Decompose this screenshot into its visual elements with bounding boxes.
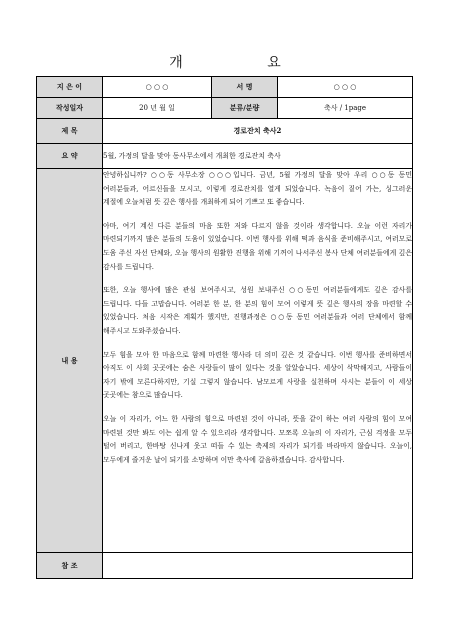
author-value: ○ ○ ○ (103, 77, 212, 98)
content-label: 내 용 (37, 169, 103, 553)
date-label: 작성일자 (37, 98, 103, 119)
overview-form (36, 76, 413, 579)
reference-label: 참 조 (37, 553, 103, 579)
subject-label: 제 목 (37, 119, 103, 144)
subject-value: 경로잔치 축사2 (103, 119, 413, 144)
date-value: 20 년 월 일 (103, 98, 212, 119)
reference-value (103, 553, 413, 579)
summary-label: 요 약 (37, 144, 103, 169)
content-paragraph: 또한, 오늘 행사에 많은 관심 보여주시고, 성원 보내주신 ○○동민 여러분들에게도 깊은 감사를 드립니다. 다들 고맙습니다. 여러분 한 분, 한 분의 힘이 모여 이렇게 뜻 깊은 행사의 장을 마련할 수 있었습니다. 처음 시작은 계획가 했지만, 진행과정은 ○○동 동민 여러분들과 여러 단체에서 함께 해주시고 도와주셨습니다. (103, 286, 412, 335)
summary-value: 5월, 가정의 달을 맞아 동사무소에서 개최한 경로잔치 축사 (103, 144, 413, 169)
content-paragraph: 아마, 여기 계신 다른 분들의 마음 또한 저와 다르지 않을 것이라 생각합니다. 오늘 이런 자리가 마련되기까지 많은 분들의 도움이 있었습니다. 이번 행사를 위해 떡과 음식을 준비해주시고, 여러모로 도움 주신 자선 단체와, 오늘 행사의 원활한 진행을 위해 기꺼이 나서주신 봉사 단체 여러분들에게 깊은 감사를 드립니다. (103, 221, 412, 271)
content-body (103, 169, 413, 553)
category-label: 분류/분량 (212, 98, 278, 119)
category-value: 축사 / 1page (278, 98, 413, 119)
author-label: 지 은 이 (37, 77, 103, 98)
signature-value: ○ ○ ○ (278, 77, 413, 98)
document-title: 개 요 (169, 55, 321, 71)
signature-label: 서 명 (212, 77, 278, 98)
content-paragraph: 안녕하십니까? ○○동 사무소장 ○○○입니다. 금년, 5월 가정의 달을 맞아 우리 ○○동 동민 여러분들과, 어르신들을 모시고, 이렇게 경로잔치를 열게 되었습니다. 녹음이 짙어 가는, 싱그러운 계절에 오늘처럼 뜻 깊은 행사를 개최하게 되어 기쁘고 또 좋습니다. (103, 171, 412, 207)
content-paragraph: 모두 힘을 모아 한 마음으로 함께 마련한 행사라 더 의미 깊은 것 같습니다. 이번 행사를 준비하면서 아직도 이 사회 곳곳에는 숨은 사랑들이 많이 있다는 것을 알았습니다. 세상이 삭막해지고, 사람들이 자기 밖에 모른다하지만, 기실 그렇지 않습니다. 남모르게 사랑을 실천하며 사시는 분들이 이 세상 곳곳에는 참으로 많습니다. (103, 350, 412, 400)
content-paragraph: 오늘 이 자리가, 어느 한 사람의 힘으로 마련된 것이 아니라, 뜻을 같이 하는 여러 사람의 힘이 모여 마련된 것만 봐도 이는 쉽게 알 수 있으리라 생각합니다. 모쪼록 오늘의 이 자리가, 근심 걱정을 모두 털어 버리고, 한바탕 신나게 웃고 떠들 수 있는 축제의 자리가 되기를 바라마지 않습니다. 오늘이, 모두에게 즐거운 날이 되기를 소망하며 이만 축사에 갈음하겠습니다. 감사합니다. (103, 414, 412, 464)
